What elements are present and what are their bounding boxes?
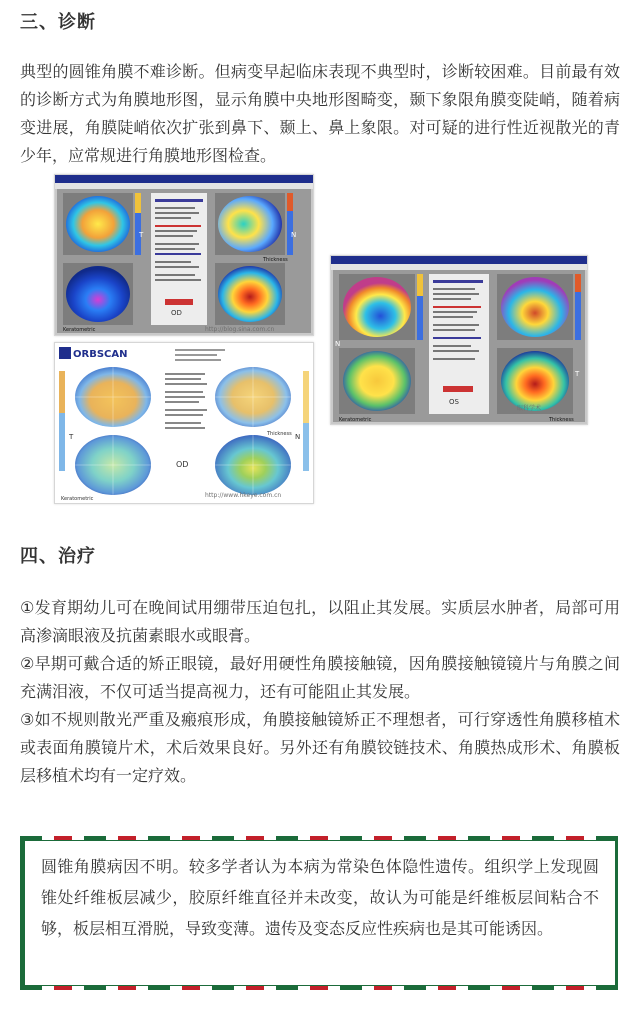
label-t: T xyxy=(69,433,74,441)
etiology-callout-box xyxy=(20,836,620,990)
label-n: N xyxy=(335,340,341,348)
section-heading-treatment: 四、治疗 xyxy=(20,546,96,567)
label-n: N xyxy=(291,231,297,239)
topography-image-3 xyxy=(330,255,588,425)
label-keratometric: Keratometric xyxy=(63,327,96,333)
label-t: T xyxy=(139,231,144,239)
etiology-callout-text: 圆锥角膜病因不明。较多学者认为本病为常染色体隐性遗传。组织学上发现圆锥处纤维板层减少，胶原纤维直径并未改变，故认为可能是纤维板层间粘合不够，板层相互滑脱，导致变薄。遗传及变态反应性疾病也是其可能诱因。 xyxy=(41,857,599,938)
section-heading-diagnosis: 三、诊断 xyxy=(20,12,96,33)
map-keratometric-colors xyxy=(343,351,411,411)
treatment-item: ②早期可戴合适的矫正眼镜，最好用硬性角膜接触镜，因角膜接触镜镜片与角膜之间充满泪液，不仅可适当提高视力，还有可能阻止其发展。 xyxy=(20,654,620,701)
map-anterior-colors xyxy=(66,196,130,252)
treatment-list xyxy=(20,594,620,790)
topography-image-1 xyxy=(54,174,314,336)
watermark: 眼科学术 xyxy=(517,405,542,412)
map-keratometric-colors xyxy=(66,266,130,322)
orbscan-logo: ORBSCAN xyxy=(73,349,128,360)
label-thickness: Thickness xyxy=(549,417,574,423)
label-thickness: Thickness xyxy=(267,431,292,437)
label-os: OS xyxy=(449,398,459,406)
map-thickness-colors xyxy=(501,351,569,411)
map-posterior-colors xyxy=(501,277,569,337)
label-n: N xyxy=(295,433,301,441)
watermark: http://www.hkeye.com.cn xyxy=(205,492,282,499)
label-od: OD xyxy=(171,309,182,317)
watermark: http://blog.sina.com.cn xyxy=(205,326,275,333)
label-keratometric: Keratometric xyxy=(339,417,372,423)
label-thickness: Thickness xyxy=(263,257,288,263)
topography-image-2 xyxy=(54,342,314,504)
label-t: T xyxy=(575,370,580,378)
map-posterior-colors xyxy=(218,196,282,252)
map-anterior-colors xyxy=(343,277,411,337)
treatment-item: ①发育期幼儿可在晚间试用绷带压迫包扎，以阻止其发展。实质层水肿者，局部可用高渗滴眼液及抗菌素眼水或眼膏。 xyxy=(20,598,620,645)
diagnosis-paragraph: 典型的圆锥角膜不难诊断。但病变早起临床表现不典型时，诊断较困难。目前最有效的诊断方式为角膜地形图，显示角膜中央地形图畸变，颞下象限角膜变陡峭，随着病变进展，角膜陡峭依次扩张到鼻下、颞上、鼻上象限。对可疑的进行性近视散光的青少年，应常规进行角膜地形图检查。 xyxy=(20,62,620,165)
treatment-item: ③如不规则散光严重及瘢痕形成，角膜接触镜矫正不理想者，可行穿透性角膜移植术或表面角膜镜片术，术后效果良好。另外还有角膜铰链技术、角膜热成形术、角膜板层移植术均有一定疗效。 xyxy=(20,710,620,785)
label-od: OD xyxy=(176,460,189,469)
label-keratometric: Keratometric xyxy=(61,496,94,502)
etiology-callout-inner xyxy=(24,840,616,986)
map-thickness-colors xyxy=(218,266,282,322)
